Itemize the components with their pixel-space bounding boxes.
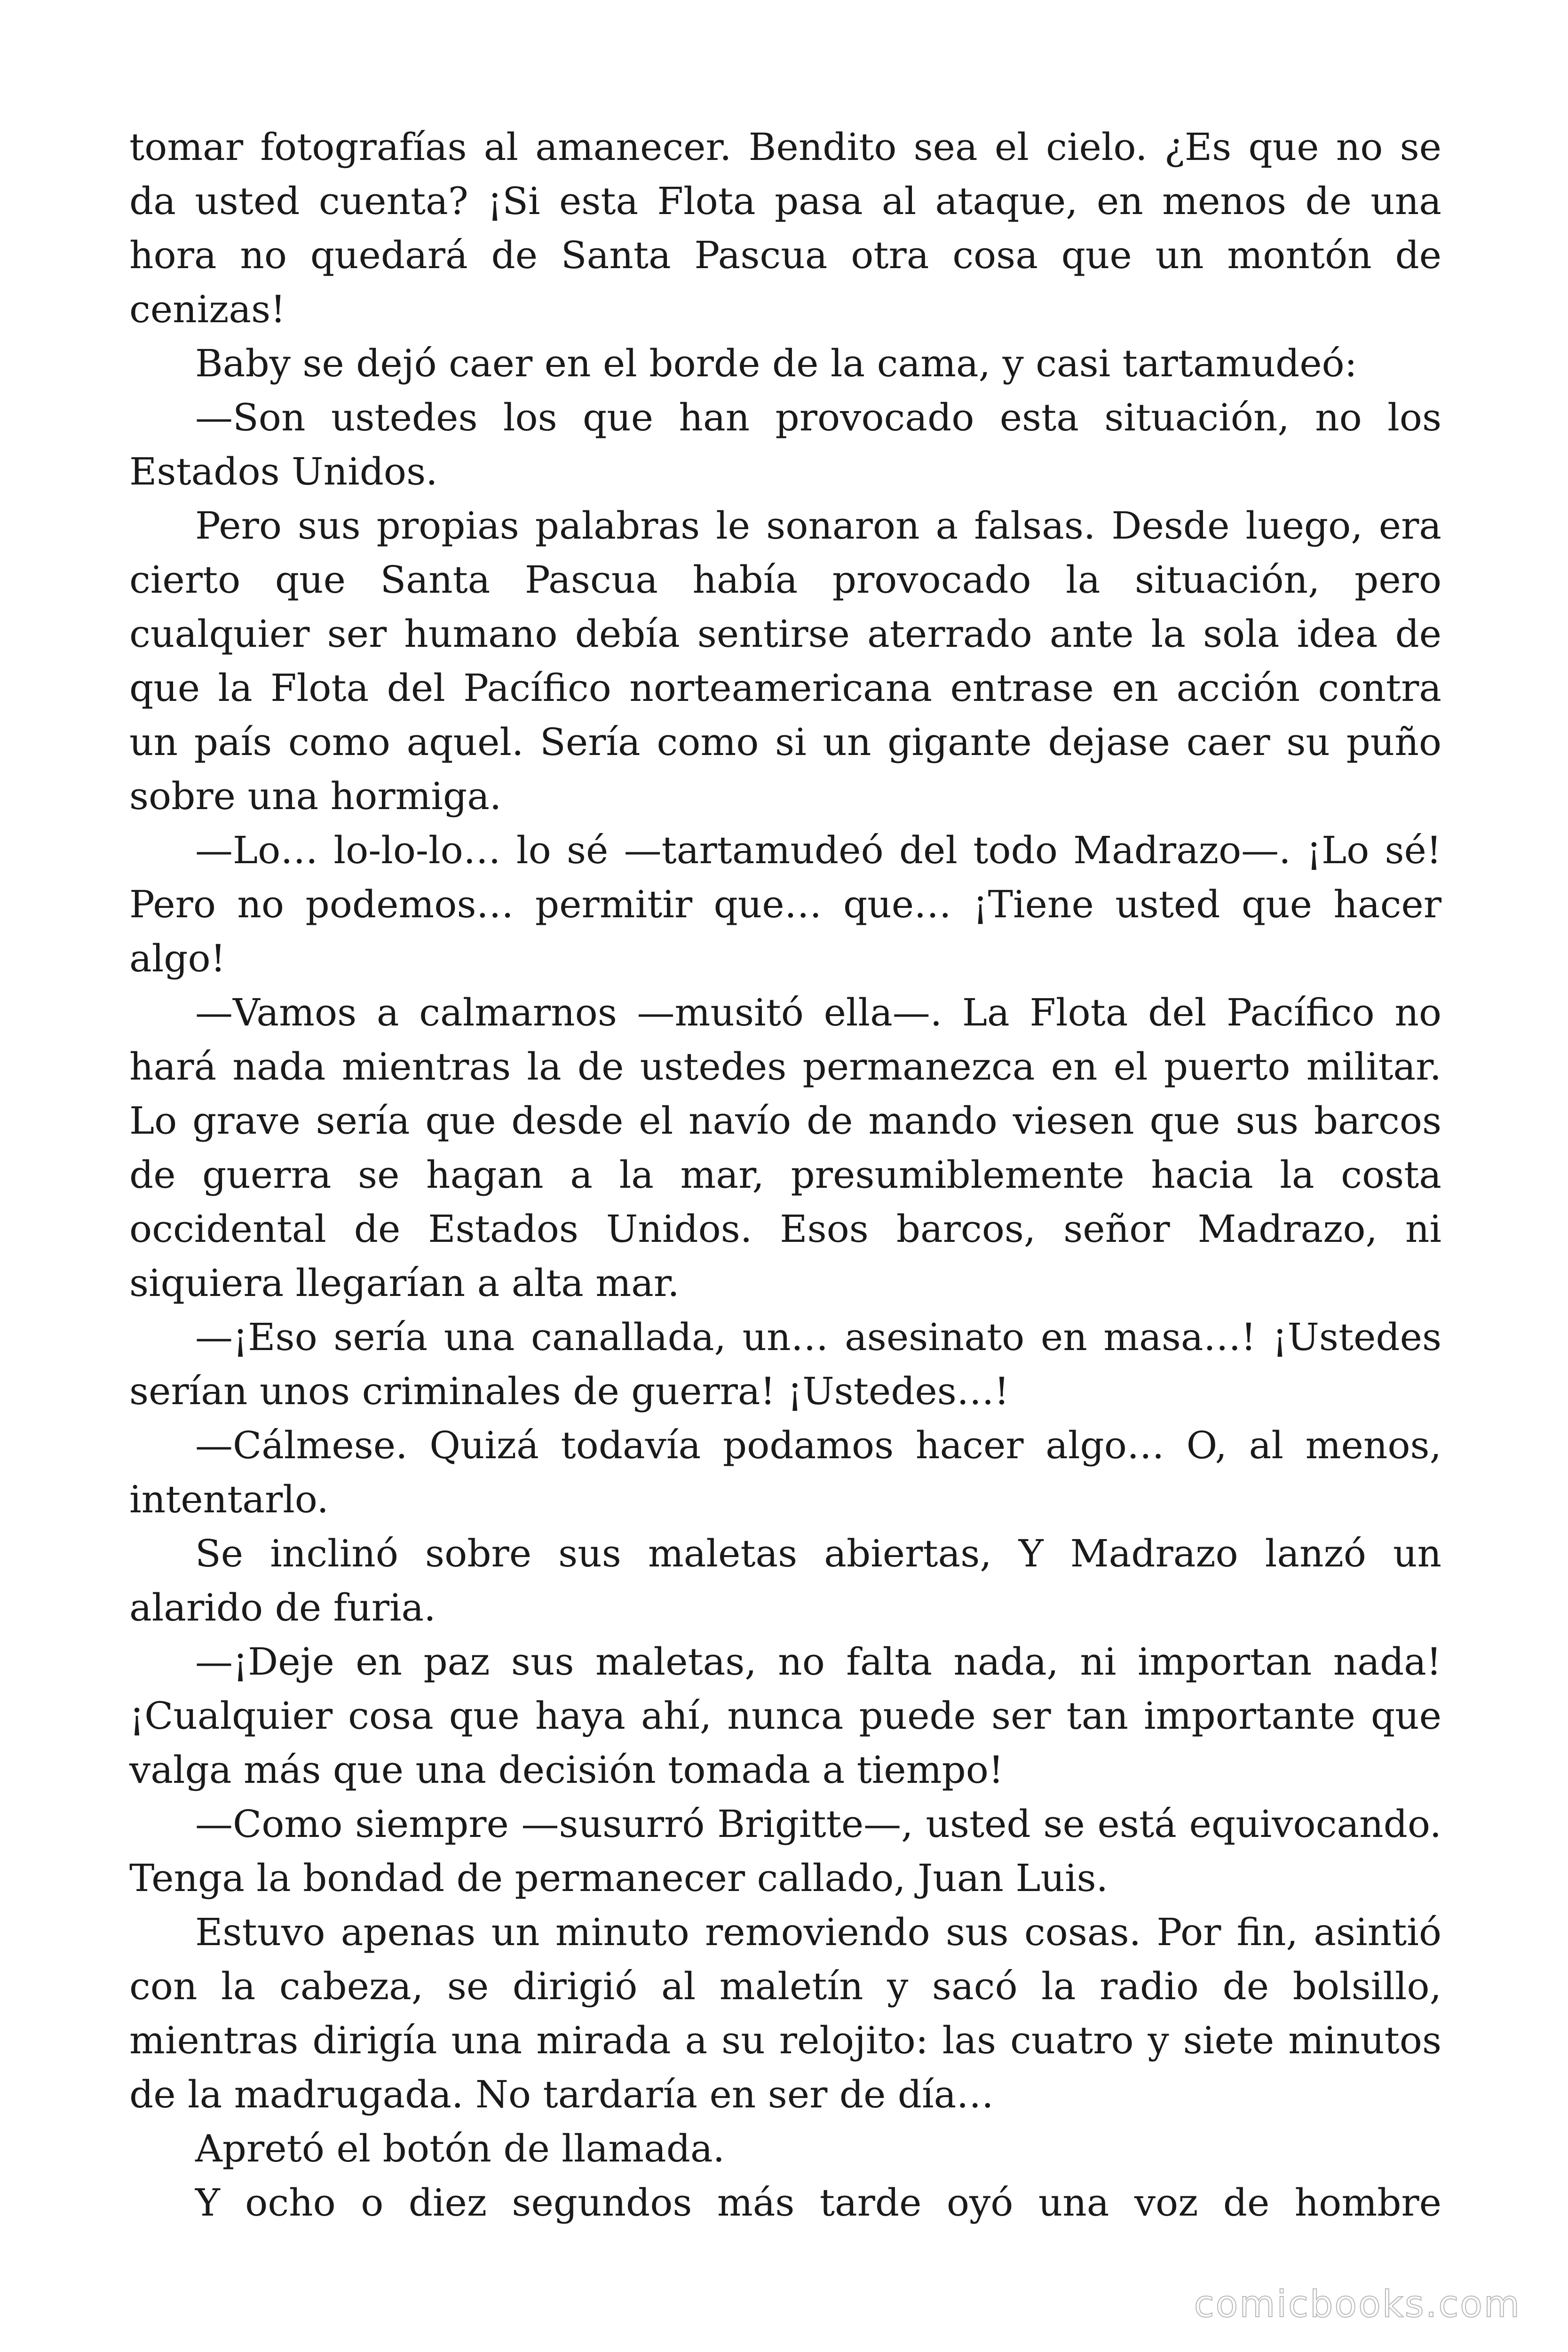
- page-body-text: [129, 120, 1441, 2230]
- paragraph: Y ocho o diez segundos más tarde oyó una voz de hombre: [195, 2181, 1441, 2225]
- paragraph: —¡Eso sería una canallada, un… asesinato en masa…! ¡Ustedes serían unos criminales de guerra! ¡Ustedes…!: [129, 1315, 1441, 1413]
- paragraph: Pero sus propias palabras le sonaron a falsas. Desde luego, era cierto que Santa Pascua había provocado la situación, pero cualquier ser humano debía sentirse aterrado ante la sola idea de que la Flota del Pacífico norteamericana entrase en acción contra un país como aquel. Sería como si un gigante dejase caer su puño sobre una hormiga.: [129, 504, 1441, 818]
- paragraph: —¡Deje en paz sus maletas, no falta nada, ni importan nada! ¡Cualquier cosa que haya ahí, nunca puede ser tan importante que valga más que una decisión tomada a tiempo!: [129, 1640, 1441, 1792]
- paragraph: —Vamos a calmarnos —musitó ella—. La Flota del Pacífico no hará nada mientras la de ustedes permanezca en el puerto militar. Lo grave sería que desde el navío de mando viesen que sus barcos de guerra se hagan a la mar, presumiblemente hacia la costa occidental de Estados Unidos. Esos barcos, señor Madrazo, ni siquiera llegarían a alta mar.: [129, 991, 1441, 1305]
- paragraph: Apretó el botón de llamada.: [195, 2127, 725, 2170]
- paragraph: Baby se dejó caer en el borde de la cama, y casi tartamudeó:: [195, 342, 1357, 385]
- paragraph: Estuvo apenas un minuto removiendo sus cosas. Por fin, asintió con la cabeza, se dirigió al maletín y sacó la radio de bolsillo, mientras dirigía una mirada a su relojito: las cuatro y siete minutos de la madrugada. No tardaría en ser de día…: [129, 1910, 1441, 2116]
- paragraph: tomar fotografías al amanecer. Bendito sea el cielo. ¿Es que no se da usted cuenta? ¡Si esta Flota pasa al ataque, en menos de una hora no quedará de Santa Pascua otra cosa que un montón de cenizas!: [129, 125, 1441, 331]
- paragraph: —Cálmese. Quizá todavía podamos hacer algo… O, al menos, intentarlo.: [129, 1423, 1441, 1521]
- paragraph: Se inclinó sobre sus maletas abiertas, Y Madrazo lanzó un alarido de furia.: [129, 1532, 1441, 1629]
- paragraph: —Son ustedes los que han provocado esta situación, no los Estados Unidos.: [129, 396, 1441, 493]
- paragraph: —Como siempre —susurró Brigitte—, usted se está equivocando. Tenga la bondad de permanecer callado, Juan Luis.: [129, 1802, 1441, 1900]
- paragraph: —Lo… lo-lo-lo… lo sé —tartamudeó del todo Madrazo—. ¡Lo sé! Pero no podemos… permitir que… que… ¡Tiene usted que hacer algo!: [129, 828, 1441, 980]
- watermark: comicbooks.com: [1194, 2283, 1521, 2326]
